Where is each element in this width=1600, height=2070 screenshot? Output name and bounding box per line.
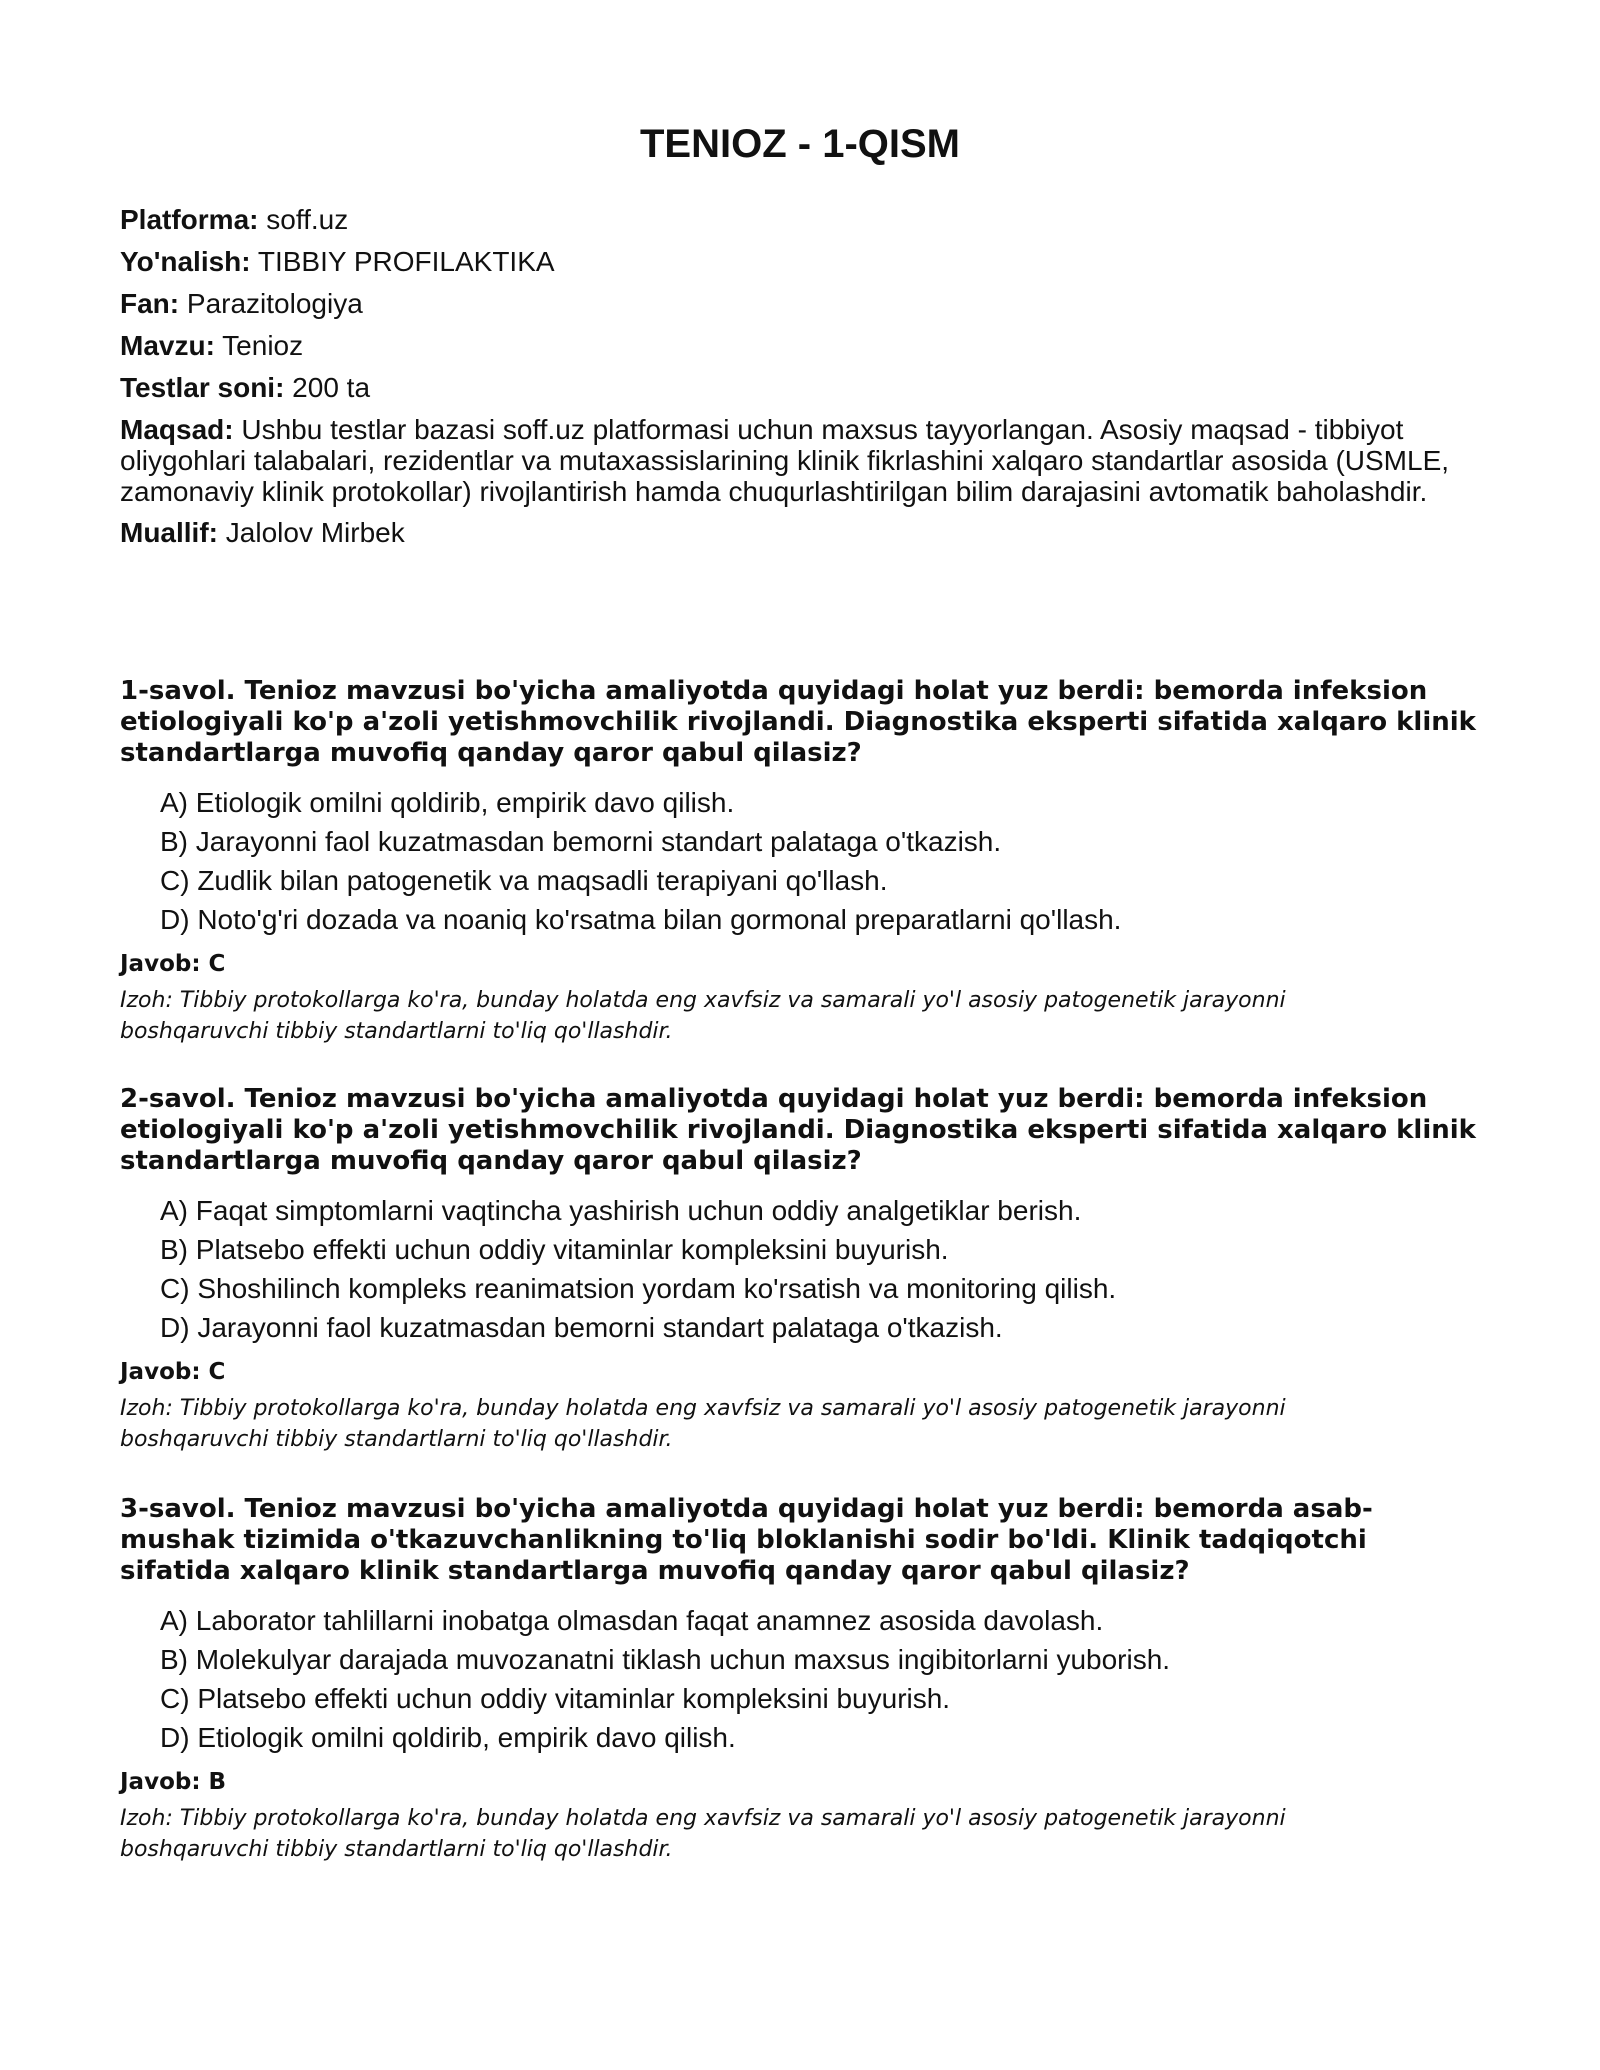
meta-direction [120, 246, 1480, 278]
question-text: 3-savol. Tenioz mavzusi bo'yicha amaliyotda quyidagi holat yuz berdi: bemorda asab-mushak tizimida o'tkazuvchanlikning to'liq bloklanishi sodir bo'ldi. Klinik tadqiqotchi sifatida xalqaro klinik standartlarga muvofiq qanday qaror qabul qilasiz? [120, 1494, 1373, 1586]
meta-topic [120, 330, 1480, 362]
meta-value: Parazitologiya [179, 288, 363, 319]
meta-label: Mavzu: [120, 330, 215, 361]
option-a: A) Faqat simptomlarni vaqtincha yashirish uchun oddiy analgetiklar berish. [160, 1195, 1082, 1226]
metadata-block [120, 204, 1480, 559]
correct-answer: Javob: C [120, 1359, 226, 1385]
meta-subject [120, 288, 1480, 320]
answer-options [160, 1191, 1480, 1347]
page-title: TENIOZ - 1-QISM [640, 122, 960, 166]
option-c: C) Zudlik bilan patogenetik va maqsadli terapiyani qo'llash. [160, 865, 888, 896]
explanation: Izoh: Tibbiy protokollarga ko'ra, bunday holatda eng xavfsiz va samarali yo'l asosiy patogenetik jarayonni boshqaruvchi tibbiy standartlarni to'liq qo'llashdir. [120, 1396, 1286, 1452]
question-2 [120, 1084, 1480, 1455]
option-d: D) Jarayonni faol kuzatmasdan bemorni standart palataga o'tkazish. [160, 1312, 1003, 1343]
explanation: Izoh: Tibbiy protokollarga ko'ra, bunday holatda eng xavfsiz va samarali yo'l asosiy patogenetik jarayonni boshqaruvchi tibbiy standartlarni to'liq qo'llashdir. [120, 988, 1286, 1044]
meta-value: TIBBIY PROFILAKTIKA [250, 246, 555, 277]
option-c: C) Platsebo effekti uchun oddiy vitaminlar kompleksini buyurish. [160, 1683, 951, 1714]
question-text: 2-savol. Tenioz mavzusi bo'yicha amaliyotda quyidagi holat yuz berdi: bemorda infeksion etiologiyali ko'p a'zoli yetishmovchilik rivojlandi. Diagnostika eksperti sifatida xalqaro klinik standartlarga muvofiq qanday qaror qabul qilasiz? [120, 1084, 1476, 1176]
meta-label: Maqsad: [120, 414, 234, 445]
correct-answer: Javob: C [120, 951, 226, 977]
question-text: 1-savol. Tenioz mavzusi bo'yicha amaliyotda quyidagi holat yuz berdi: bemorda infeksion etiologiyali ko'p a'zoli yetishmovchilik rivojlandi. Diagnostika eksperti sifatida xalqaro klinik standartlarga muvofiq qanday qaror qabul qilasiz? [120, 676, 1476, 768]
meta-label: Fan: [120, 288, 180, 319]
meta-test-count [120, 372, 1480, 404]
meta-platform [120, 204, 1480, 236]
meta-label: Testlar soni: [120, 372, 285, 403]
explanation: Izoh: Tibbiy protokollarga ko'ra, bunday holatda eng xavfsiz va samarali yo'l asosiy patogenetik jarayonni boshqaruvchi tibbiy standartlarni to'liq qo'llashdir. [120, 1806, 1286, 1862]
meta-author [120, 517, 1480, 549]
option-a: A) Laborator tahlillarni inobatga olmasdan faqat anamnez asosida davolash. [160, 1605, 1104, 1636]
question-1 [120, 676, 1480, 1047]
option-d: D) Noto'g'ri dozada va noaniq ko'rsatma bilan gormonal preparatlarni qo'llash. [160, 904, 1122, 935]
option-b: B) Molekulyar darajada muvozanatni tiklash uchun maxsus ingibitorlarni yuborish. [160, 1644, 1171, 1675]
meta-label: Platforma: [120, 204, 259, 235]
meta-label: Muallif: [120, 517, 218, 548]
option-b: B) Jarayonni faol kuzatmasdan bemorni standart palataga o'tkazish. [160, 826, 1002, 857]
answer-options [160, 783, 1480, 939]
meta-goal [120, 414, 1480, 507]
correct-answer: Javob: B [120, 1769, 227, 1795]
question-3 [120, 1494, 1480, 1865]
option-d: D) Etiologik omilni qoldirib, empirik davo qilish. [160, 1722, 736, 1753]
meta-value: Jalolov Mirbek [218, 517, 405, 548]
answer-options [160, 1601, 1480, 1757]
meta-value: Tenioz [214, 330, 304, 361]
meta-value: soff.uz [258, 204, 349, 235]
meta-value: Ushbu testlar bazasi soff.uz platformasi uchun maxsus tayyorlangan. Asosiy maqsad - tibbiyot oliygohlari talabalari, rezidentlar va mutaxassislarining klinik fikrlashini xalqaro standartlar asosida (USMLE, zamonaviy klinik protokollar) rivojlantirish hamda chuqurlashtirilgan bilim darajasini avtomatik baholashdir. [120, 414, 1450, 507]
option-a: A) Etiologik omilni qoldirib, empirik davo qilish. [160, 787, 735, 818]
option-c: C) Shoshilinch kompleks reanimatsion yordam ko'rsatish va monitoring qilish. [160, 1273, 1117, 1304]
meta-label: Yo'nalish: [120, 246, 251, 277]
option-b: B) Platsebo effekti uchun oddiy vitaminlar kompleksini buyurish. [160, 1234, 949, 1265]
meta-value: 200 ta [284, 372, 371, 403]
